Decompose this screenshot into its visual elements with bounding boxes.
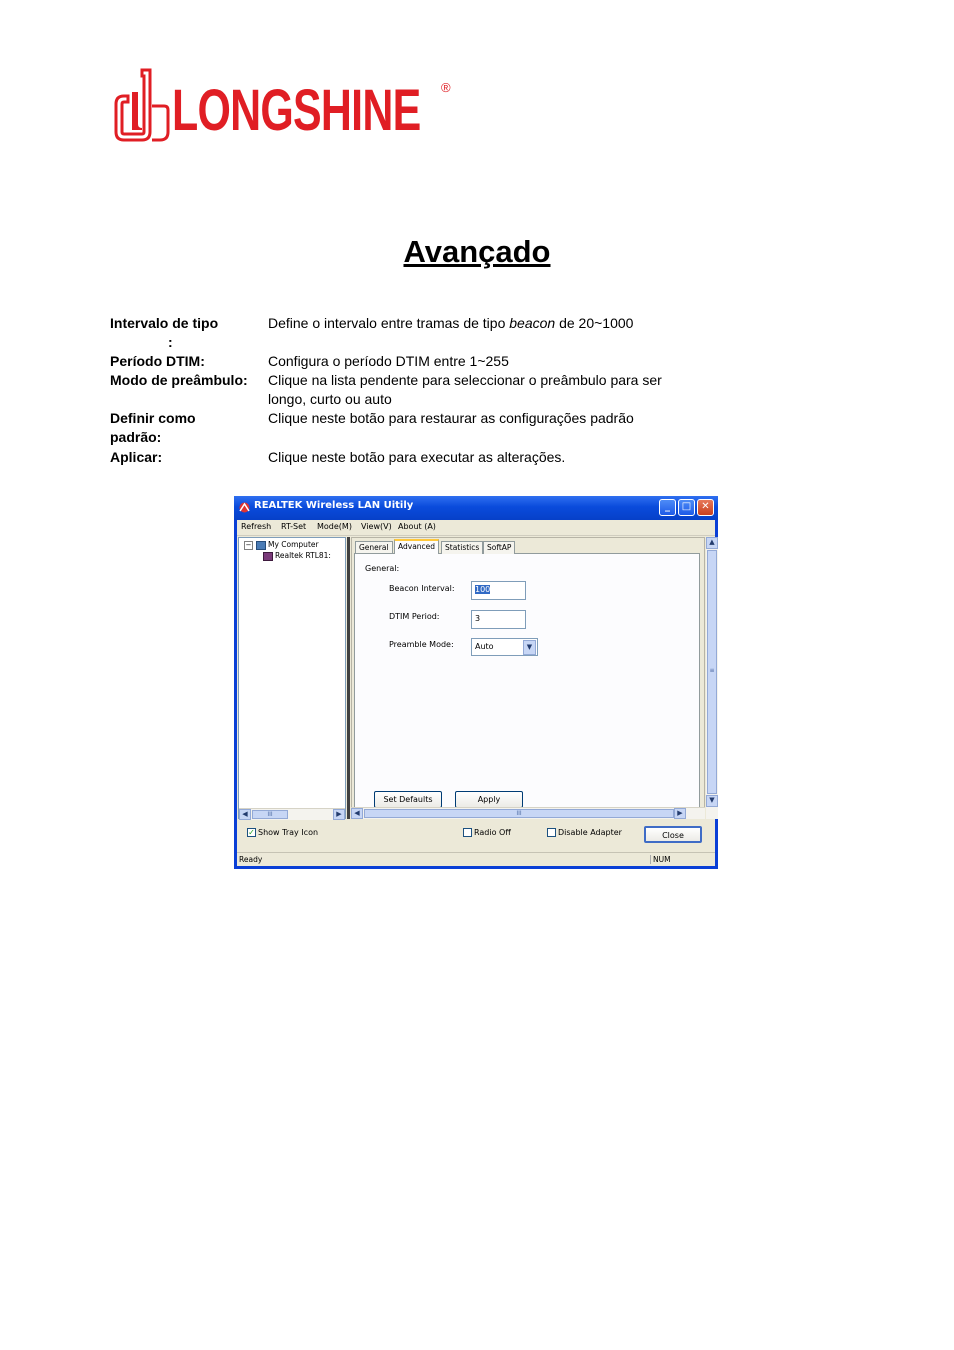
definition-row <box>110 371 710 409</box>
window-titlebar[interactable] <box>234 496 718 520</box>
definition-term: Aplicar: <box>110 449 163 465</box>
longshine-logo <box>112 66 457 146</box>
tree-label: Realtek RTL81: <box>275 551 331 560</box>
close-icon: ✕ <box>701 501 710 512</box>
menu-rt-set[interactable]: RT-Set <box>281 522 307 531</box>
tab-softap[interactable]: SoftAP <box>483 541 515 554</box>
tab-general[interactable]: General <box>355 541 393 554</box>
beacon-interval-input[interactable] <box>471 581 526 600</box>
scroll-thumb[interactable]: III <box>364 809 674 818</box>
definition-desc: Configura o período DTIM entre 1~255 <box>268 353 509 369</box>
tree-node-adapter[interactable] <box>263 551 331 561</box>
scroll-right-icon[interactable]: ▶ <box>333 809 345 820</box>
scroll-down-icon[interactable]: ▼ <box>706 795 718 807</box>
page-title: Avançado <box>403 234 551 269</box>
panel-hscrollbar[interactable] <box>351 807 705 819</box>
scroll-thumb[interactable]: III <box>252 810 288 819</box>
definition-row <box>110 409 710 448</box>
definition-desc: Clique neste botão para restaurar as configurações padrão <box>268 410 634 426</box>
checkmark-icon[interactable]: ✓ <box>248 828 255 837</box>
dtim-period-input[interactable] <box>471 610 526 629</box>
panel-vscrollbar[interactable] <box>706 537 718 819</box>
logo-wordmark: LONGSHINE <box>172 78 421 143</box>
show-tray-icon-checkbox[interactable] <box>247 828 318 837</box>
radio-off-checkbox[interactable] <box>463 828 511 837</box>
scroll-left-icon[interactable]: ◀ <box>239 809 251 820</box>
desc-text: Define o intervalo entre tramas de tipo <box>268 315 510 331</box>
menu-about[interactable]: About (A) <box>398 522 436 531</box>
desc-emphasis: beacon <box>509 315 556 331</box>
set-defaults-button[interactable]: Set Defaults <box>374 791 442 808</box>
disable-adapter-checkbox[interactable] <box>547 828 622 837</box>
menu-bar <box>237 520 715 536</box>
scroll-up-icon[interactable]: ▲ <box>706 537 718 549</box>
checkbox-label: Show Tray Icon <box>258 828 319 837</box>
maximize-button[interactable] <box>678 499 695 516</box>
tree-hscrollbar[interactable] <box>239 808 345 820</box>
preamble-mode-label: Preamble Mode: <box>389 640 454 649</box>
maximize-icon: □ <box>681 501 692 512</box>
definition-term <box>110 314 260 352</box>
pane-splitter[interactable] <box>347 537 350 819</box>
definition-term: Modo de preâmbulo: <box>110 372 248 388</box>
chevron-down-icon[interactable]: ▼ <box>523 640 536 655</box>
tab-page-advanced <box>354 553 700 813</box>
group-label: General: <box>365 564 400 573</box>
scroll-left-icon[interactable]: ◀ <box>351 808 363 819</box>
checkbox-label: Radio Off <box>474 828 511 837</box>
menu-refresh[interactable]: Refresh <box>241 522 272 531</box>
longshine-emblem-icon <box>112 66 172 146</box>
dtim-period-label: DTIM Period: <box>389 612 440 621</box>
preamble-mode-select[interactable] <box>471 638 538 656</box>
beacon-interval-label: Beacon Interval: <box>389 584 455 593</box>
window-caption: REALTEK Wireless LAN Uitily <box>254 500 414 511</box>
close-window-button[interactable] <box>697 499 714 516</box>
menu-mode[interactable]: Mode(M) <box>317 522 352 531</box>
definition-term: Definir como padrão: <box>110 410 196 445</box>
computer-icon <box>256 541 266 550</box>
field-value: 3 <box>475 614 481 623</box>
checkbox-box[interactable] <box>463 828 472 837</box>
definition-list <box>110 314 710 467</box>
menu-view[interactable]: View(V) <box>361 522 392 531</box>
definition-row <box>110 448 710 467</box>
collapse-icon[interactable]: − <box>245 540 252 549</box>
checkbox-box[interactable] <box>547 828 556 837</box>
status-text: Ready <box>239 855 263 864</box>
field-value: 100 <box>475 585 491 594</box>
registered-mark: ® <box>441 80 451 95</box>
tab-statistics[interactable]: Statistics <box>441 541 483 554</box>
network-adapter-icon <box>263 552 273 561</box>
definition-term: Período DTIM: <box>110 353 205 369</box>
definition-row <box>110 314 710 352</box>
desc-text: de 20~1000 <box>555 315 634 331</box>
tab-advanced[interactable]: Advanced <box>394 539 439 554</box>
tree-node-my-computer[interactable] <box>244 540 319 550</box>
wireless-app-icon <box>238 501 251 514</box>
definition-desc: Clique neste botão para executar as alterações. <box>268 449 566 465</box>
minimize-button[interactable] <box>659 499 676 516</box>
definition-desc <box>268 314 710 333</box>
utility-window <box>234 496 718 869</box>
window-client <box>237 520 715 866</box>
apply-button[interactable]: Apply <box>455 791 523 808</box>
settings-panel <box>351 537 705 815</box>
minimize-icon: _ <box>665 501 670 512</box>
scroll-right-icon[interactable]: ▶ <box>674 808 686 819</box>
field-value: Auto <box>475 642 494 651</box>
close-button[interactable]: Close <box>644 826 702 843</box>
scroll-thumb[interactable]: ≡ <box>707 550 717 794</box>
device-tree <box>238 537 346 819</box>
tree-label: My Computer <box>268 540 319 549</box>
definition-row <box>110 352 710 371</box>
status-bar <box>237 852 715 867</box>
term-continuation: : <box>168 334 173 350</box>
definition-desc: Clique na lista pendente para seleccionar o preâmbulo para ser longo, curto ou auto <box>268 372 662 407</box>
num-lock-indicator: NUM <box>650 855 671 864</box>
term-text: Intervalo de tipo <box>110 315 219 331</box>
checkbox-label: Disable Adapter <box>558 828 622 837</box>
